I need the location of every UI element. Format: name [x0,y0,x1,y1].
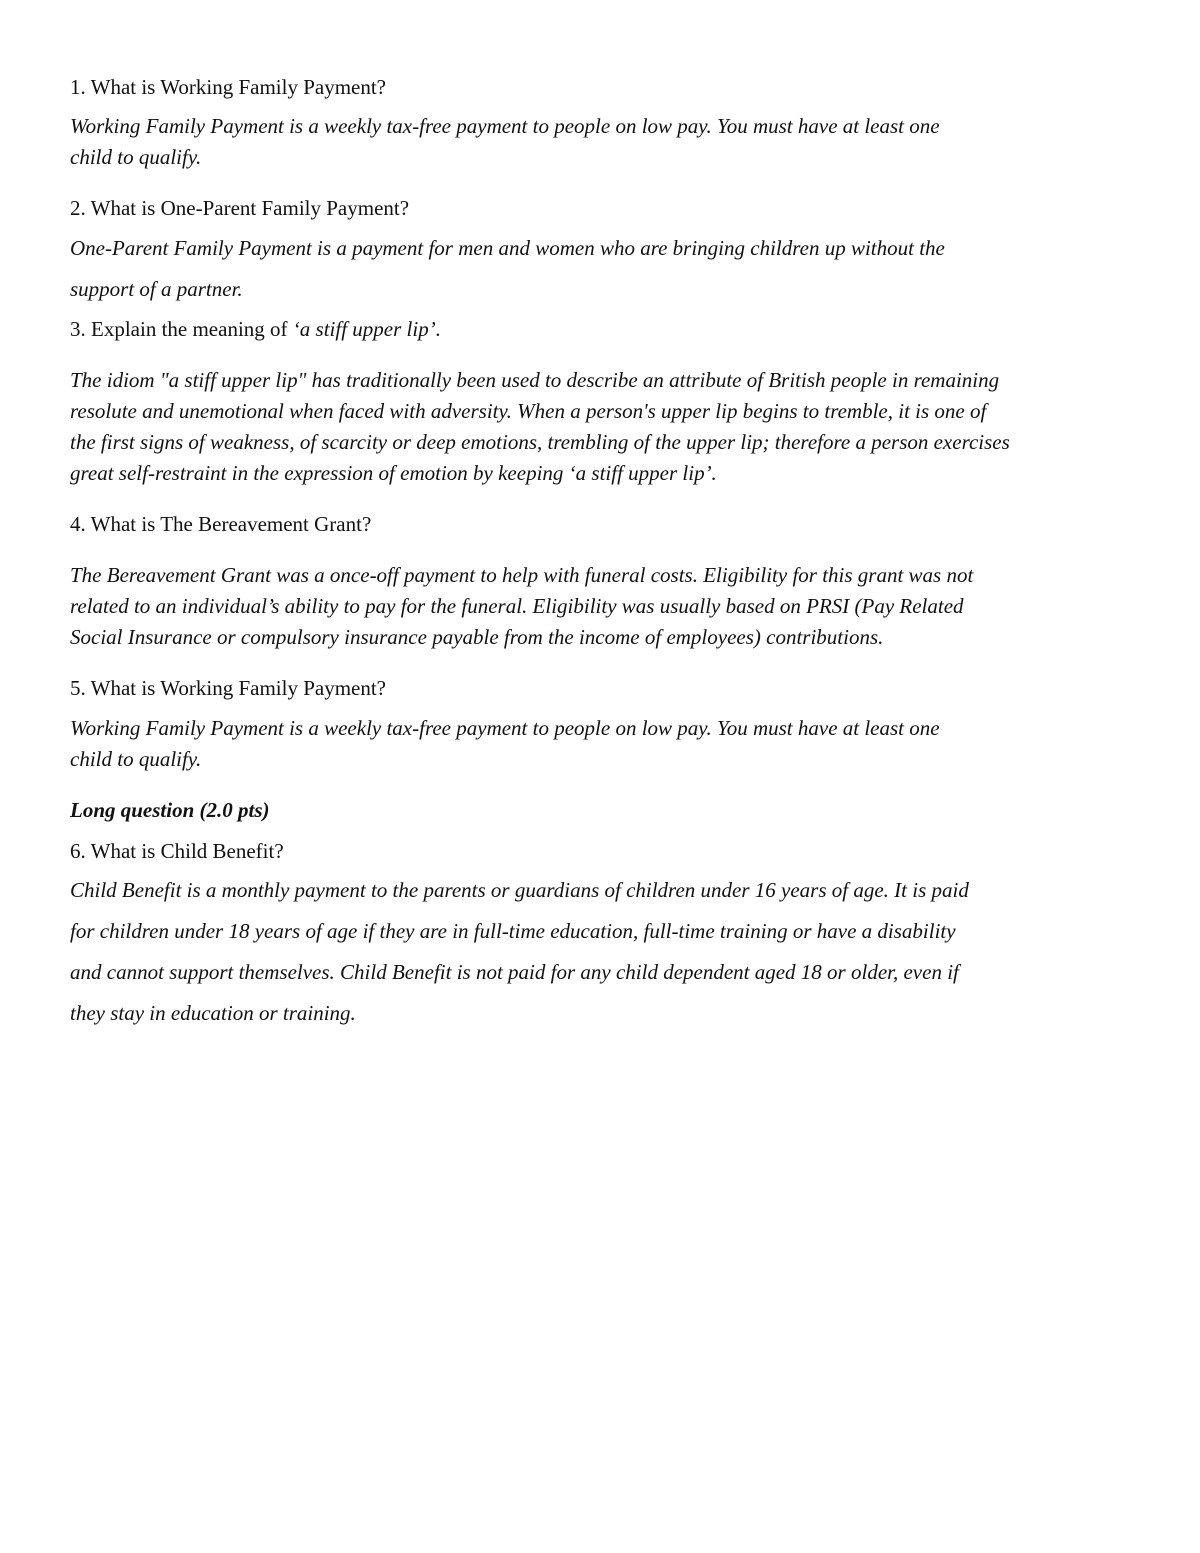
question-4: 4. What is The Bereavement Grant? [70,512,372,536]
answer-3-line-3: the first signs of weakness, of scarcity or deep emotions, trembling of the upper lip; therefore a person exercises [70,430,1010,454]
answer-3-line-4: great self-restraint in the expression of emotion by keeping ‘a stiff upper lip’. [70,461,717,485]
answer-6-line-1: Child Benefit is a monthly payment to the parents or guardians of children under 16 years of age. It is paid [70,878,969,902]
question-2: 2. What is One-Parent Family Payment? [70,196,410,220]
answer-5-line-1: Working Family Payment is a weekly tax-free payment to people on low pay. You must have at least one [70,716,940,740]
long-question-heading: Long question (2.0 pts) [70,798,270,822]
answer-4-line-3: Social Insurance or compulsory insurance payable from the income of employees) contributions. [70,625,884,649]
answer-3-line-1: The idiom "a stiff upper lip" has traditionally been used to describe an attribute of British people in remaining [70,368,1000,392]
question-3-idiom: ‘a stiff upper lip’. [292,317,441,341]
question-6: 6. What is Child Benefit? [70,839,284,863]
question-3 [70,314,441,345]
answer-6-line-4: they stay in education or training. [70,1001,356,1025]
answer-3-line-2: resolute and unemotional when faced with adversity. When a person's upper lip begins to tremble, it is one of [70,399,987,423]
answer-2-line-2: support of a partner. [70,277,243,301]
answer-6-line-2: for children under 18 years of age if they are in full-time education, full-time training or have a disability [70,919,956,943]
question-3-prefix: 3. Explain the meaning of [70,317,293,341]
answer-4-line-2: related to an individual’s ability to pay for the funeral. Eligibility was usually based on PRSI (Pay Related [70,594,964,618]
answer-5-line-2: child to qualify. [70,747,202,771]
answer-1-line-1: Working Family Payment is a weekly tax-free payment to people on low pay. You must have at least one [70,114,940,138]
answer-2-line-1: One-Parent Family Payment is a payment for men and women who are bringing children up without the [70,236,945,260]
answer-4-line-1: The Bereavement Grant was a once-off payment to help with funeral costs. Eligibility for this grant was not [70,563,974,587]
question-5: 5. What is Working Family Payment? [70,676,387,700]
answer-6-line-3: and cannot support themselves. Child Benefit is not paid for any child dependent aged 18 or older, even if [70,960,959,984]
answer-1-line-2: child to qualify. [70,145,202,169]
question-1: 1. What is Working Family Payment? [70,75,387,99]
